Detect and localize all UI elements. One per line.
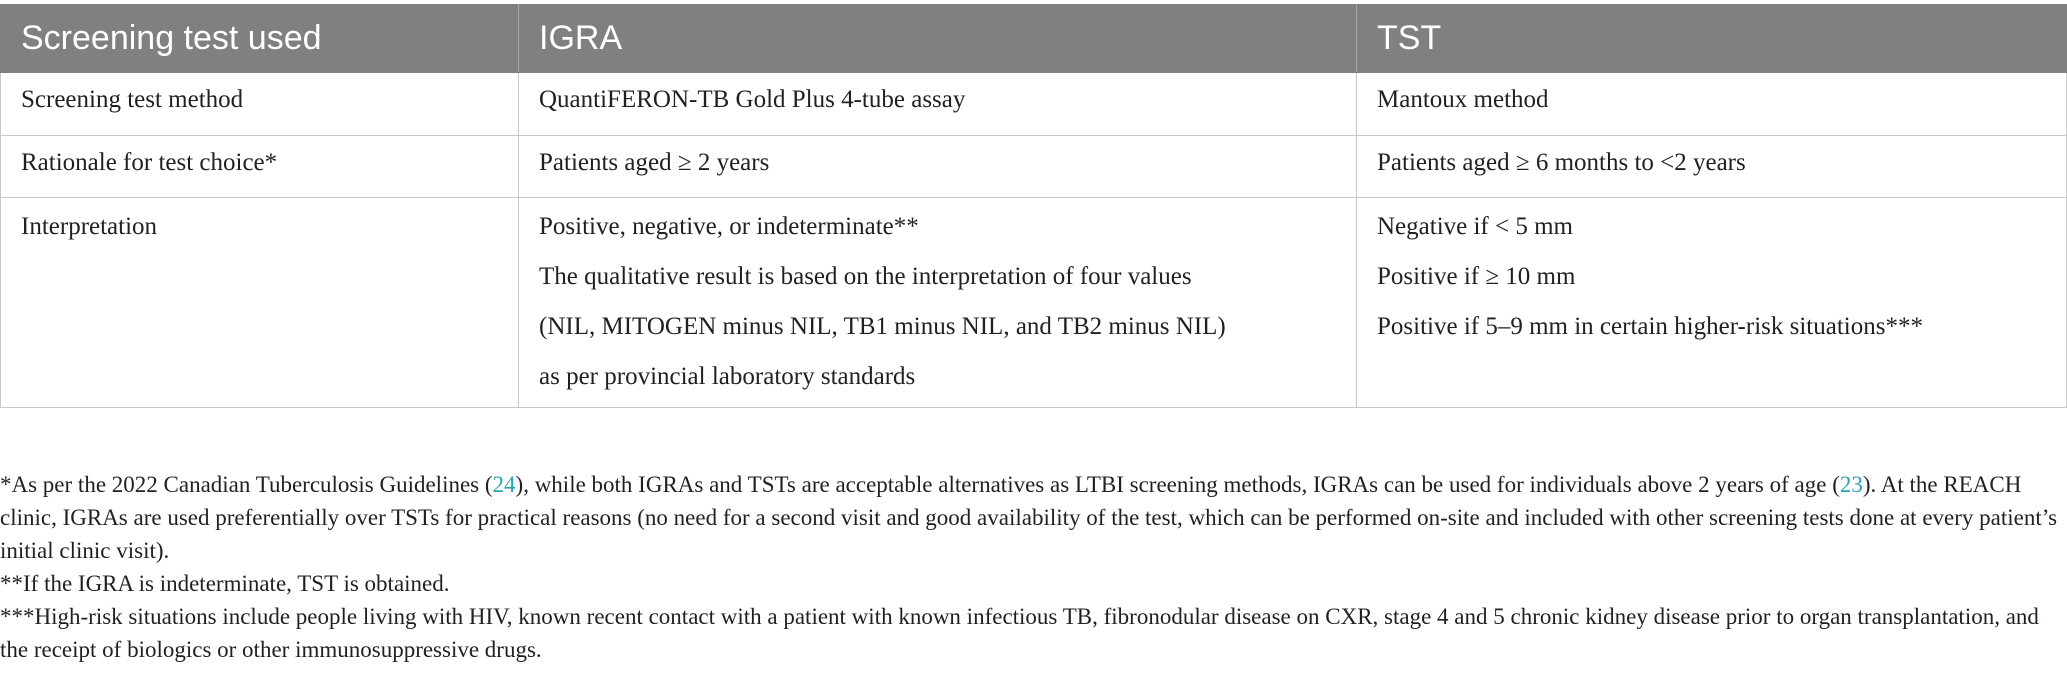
cell-text: Positive if ≥ 10 mm [1377,263,1576,290]
reference-link-23[interactable]: 23 [1839,472,1863,497]
screening-table [0,4,2067,408]
row-label [1,198,519,407]
table-row [0,198,2067,408]
cell-text: Mantoux method [1377,86,1549,113]
cell-text: Positive if 5–9 mm in certain higher-risk situations*** [1377,313,1923,340]
table-header-row [0,4,2067,73]
row-label [1,73,519,135]
cell-text: Patients aged ≥ 2 years [539,149,770,176]
cell-text: Rationale for test choice* [21,149,278,176]
table-row [0,73,2067,136]
table-footnotes [0,468,2067,666]
header-screening-test-used: Screening test used [1,4,519,72]
cell-text: Screening test method [21,86,244,113]
footnote-text: *As per the 2022 Canadian Tuberculosis Guidelines ( [0,472,493,497]
cell-text: Interpretation [21,213,158,240]
footnote-high-risk: ***High-risk situations include people living with HIV, known recent contact with a patient with known infectious TB, fibronodular disease on CXR, stage 4 and 5 chronic kidney disease prior to organ transplantation, and the receipt of biologics or other immunosuppressive drugs. [0,604,2039,662]
cell-text: as per provincial laboratory standards [539,363,916,390]
tst-cell [1357,136,2066,197]
cell-text: QuantiFERON-TB Gold Plus 4-tube assay [539,86,966,113]
cell-text: Negative if < 5 mm [1377,213,1573,240]
cell-text: Positive, negative, or indeterminate** [539,213,919,240]
table-row [0,136,2067,198]
row-label [1,136,519,197]
footnote-indeterminate: **If the IGRA is indeterminate, TST is obtained. [0,571,450,596]
footnote-guidelines [0,468,2067,567]
cell-text: (NIL, MITOGEN minus NIL, TB1 minus NIL, and TB2 minus NIL) [539,313,1226,340]
cell-text: The qualitative result is based on the interpretation of four values [539,263,1192,290]
header-tst: TST [1377,19,1442,57]
igra-cell [519,198,1357,407]
footnote-text: ). At the REACH clinic, IGRAs are used preferentially over TSTs for practical reasons (no need for a second visit and good availability of the test, which can be performed on-site and included with other screening tests done at every patient’s initial clinic visit). [0,472,2058,563]
igra-cell [519,136,1357,197]
igra-cell [519,73,1357,135]
reference-link-24[interactable]: 24 [492,472,516,497]
footnote-text: ), while both IGRAs and TSTs are acceptable alternatives as LTBI screening methods, IGRAs can be used for individuals above 2 years of age ( [515,472,1840,497]
tst-cell [1357,198,2066,407]
cell-text: Patients aged ≥ 6 months to <2 years [1377,149,1746,176]
header-igra: IGRA [519,4,1357,72]
tst-cell [1357,73,2066,135]
